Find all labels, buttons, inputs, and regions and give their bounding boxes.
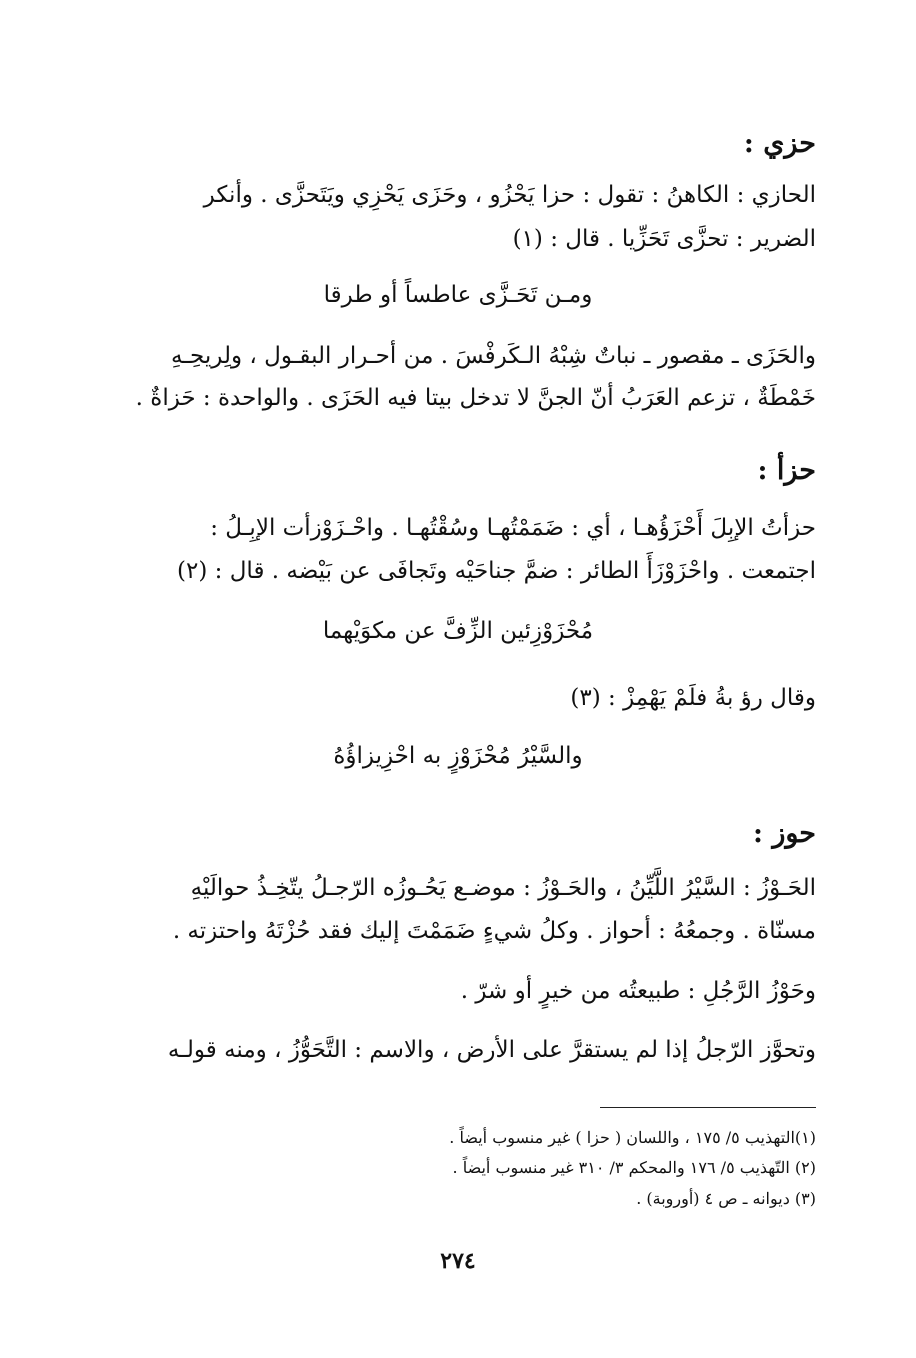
paragraph-line: الحازي : الكاهنُ : تقول : حزا يَحْزُو ، وحَزَى يَحْزِي ويَتَحزَّى . وأنكر	[203, 182, 816, 208]
footnote-divider	[600, 1107, 816, 1108]
paragraph-line: الضرير : تحزَّى تَحَزِّيا . قال : (١)	[512, 226, 816, 252]
paragraph-line: اجتمعت . واحْزَوْزَأَ الطائر : ضمَّ جناحَيْه وتَجافَى عن بَيْضه . قال : (٢)	[177, 558, 816, 584]
footnote-1: (١)التهذيب ٥/ ١٧٥ ، واللسان ( حزا ) غير منسوب أيضاً .	[449, 1128, 816, 1147]
footnote-3: (٣) ديوانه ـ ص ٤ (أوروبة) .	[636, 1189, 816, 1208]
paragraph-line: الحَـوْزُ : السَّيْرُ اللَّيِّنُ ، والحَـوْزُ : موضـع يَحُـوزُه الرّجـلُ يتّخِـذُ حوالَيْهِ	[190, 875, 816, 901]
verse-line: ومـن تَحَـزَّى عاطساً أو طرقا	[323, 282, 593, 308]
footnote-2: (٢) التّهذيب ٥/ ١٧٦ والمحكم ٣/ ٣١٠ غير منسوب أيضاً .	[452, 1158, 816, 1177]
entry-heading-hza: حزأ :	[757, 455, 816, 486]
verse-line: مُحْزَوْزِئين الزِّفَّ عن مكوَيْهما	[322, 618, 594, 644]
paragraph-line: وقال رؤ بةُ فلَمْ يَهْمِزْ : (٣)	[570, 685, 816, 711]
paragraph-line: مسنّاة . وجمعُهُ : أحواز . وكلُ شيءٍ ضَمَمْتَ إليك فقد حُزْتَهُ واحتزته .	[172, 918, 816, 944]
entry-heading-hwz: حوز :	[752, 818, 816, 849]
paragraph-line: حزأتُ الإبِلَ أَحْزَؤُهـا ، أي : ضَمَمْتُهـا وسُقْتُهـا . واحْـزَوْزأت الإبِـلُ :	[210, 515, 816, 541]
paragraph-line: والحَزَى ـ مقصور ـ نباتٌ شِبْهُ الـكَرفْسَ . من أحـرار البقـول ، ولِريحِـهِ	[170, 343, 816, 369]
paragraph-line: وتحوَّز الرّجلُ إذا لم يستقرَّ على الأرض ، والاسم : التَّحَوُّزُ ، ومنه قولـه	[167, 1037, 816, 1063]
verse-line: والسَّيْرُ مُحْزَوْزٍ به احْزِيزاؤُهُ	[333, 743, 583, 769]
entry-heading-hzy: حزي :	[743, 128, 816, 159]
paragraph-line: خَمْطَةٌ ، تزعم العَرَبُ أنّ الجنَّ لا تدخل بيتا فيه الحَزَى . والواحدة : حَزاةٌ .	[135, 385, 816, 411]
page-number: ٢٧٤	[440, 1248, 476, 1274]
paragraph-line: وحَوْزُ الرَّجُلِ : طبيعتُه من خيرٍ أو شرّ .	[460, 978, 816, 1004]
